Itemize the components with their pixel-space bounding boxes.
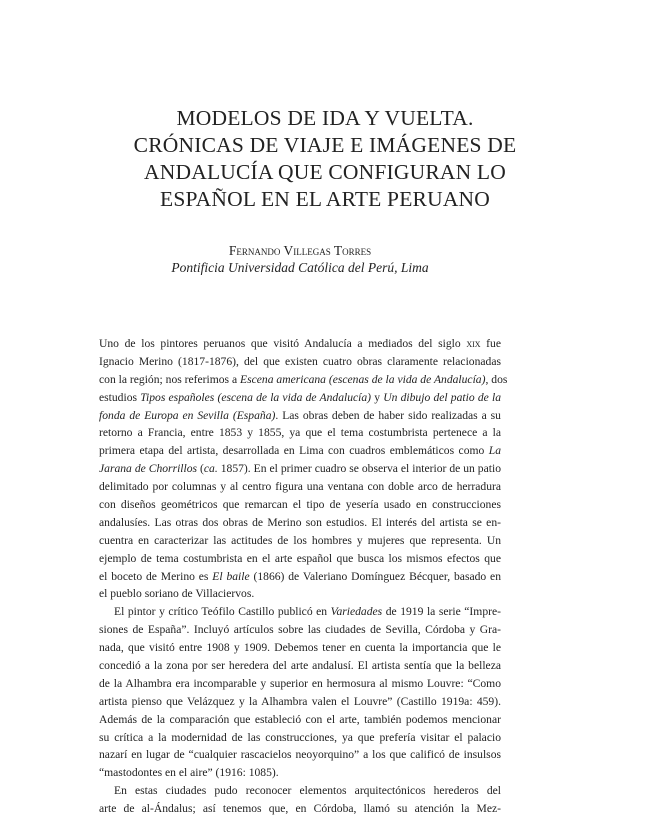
- title-line: ANDALUCÍA QUE CONFIGURAN LO: [144, 160, 506, 184]
- text-line: fonda de Europa en Sevilla (España). Las obras deben de haber sido realizadas a su: [99, 408, 501, 422]
- text-line: concedió a la zona por ser heredera del arte andalusí. El artista sentía que la belleza: [99, 659, 501, 673]
- text-line: arte de al-Ándalus; así tenemos que, en Córdoba, llamó su atención la Mez-: [99, 802, 501, 816]
- text-line: estudios Tipos españoles (escena de la vida de Andalucía) y Un dibujo del patio de la: [99, 390, 502, 404]
- article-title: [0, 105, 650, 213]
- text-line: el pueblo soriano de Villaciervos.: [99, 587, 255, 601]
- text-line: de la Alhambra era incomparable y superior en hermosura al mismo Louvre: “Como: [99, 676, 501, 690]
- text-line: Además de la comparación que estableció con el arte, también podemos mencionar: [99, 712, 501, 726]
- text-line: andalusíes. Las otras dos obras de Merino son estudios. El interés del artista se en-: [99, 515, 501, 529]
- body-text: [99, 335, 508, 818]
- title-line: MODELOS DE IDA Y VUELTA.: [176, 106, 474, 130]
- text-line: En estas ciudades pudo reconocer elementos arquitectónicos herederos del: [114, 784, 501, 798]
- text-line: El pintor y crítico Teófilo Castillo publicó en Variedades de 1919 la serie “Impre-: [114, 605, 501, 619]
- text-line: Uno de los pintores peruanos que visitó Andalucía a mediados del siglo xix fue: [99, 337, 501, 350]
- text-line: con la región; nos referimos a Escena americana (escenas de la vida de Andalucía), dos: [99, 372, 508, 386]
- text-line: con diseños geométricos que remarcan el tipo de yesería usado en construcciones: [99, 498, 501, 512]
- text-line: delimitado por columnas y al centro figura una ventana con doble arco de herradura: [99, 480, 501, 494]
- text-line: nazarí en lugar de “cualquier rascacielos neoyorquino” a los que calificó de insulsos: [99, 748, 501, 762]
- text-line: siones de España”. Incluyó artículos sobre las ciudades de Sevilla, Córdoba y Gra-: [99, 623, 501, 637]
- author-name: Fernando Villegas Torres: [228, 243, 372, 258]
- text-line: el boceto de Merino es El baile (1866) de Valeriano Domínguez Bécquer, basado en: [99, 569, 501, 583]
- title-line: CRÓNICAS DE VIAJE E IMÁGENES DE: [133, 133, 517, 157]
- text-line: retorno a Francia, entre 1853 y 1855, ya que el tema costumbrista pertenece a la: [99, 426, 501, 440]
- text-line: artista pienso que Velázquez y la Alhambra valen el Louvre” (Castillo 1919a: 459).: [99, 694, 501, 708]
- author-affiliation: Pontificia Universidad Católica del Perú, Lima: [171, 260, 429, 275]
- text-line: primera etapa del artista, desarrollada en Lima con cuadros emblemáticos como La: [99, 444, 501, 458]
- text-line: “mastodontes en el aire” (1916: 1085).: [99, 766, 279, 780]
- text-line: Jarana de Chorrillos (ca. 1857). En el primer cuadro se observa el interior de un patio: [99, 462, 501, 476]
- title-line: ESPAÑOL EN EL ARTE PERUANO: [159, 187, 490, 211]
- text-line: su crítica a la modernidad de las construcciones, ya que prefería visitar el palacio: [99, 730, 501, 744]
- text-line: ejemplo de tema costumbrista en el arte español que busca los mismos efectos que: [99, 551, 501, 565]
- text-line: nada, que visitó entre 1908 y 1909. Debemos tener en cuenta la importancia que le: [99, 641, 501, 655]
- text-line: Ignacio Merino (1817-1876), del que existen cuatro obras claramente relacionadas: [99, 354, 501, 368]
- text-line: cuentra en caracterizar las actitudes de los hombres y mujeres que representa. Un: [99, 533, 501, 547]
